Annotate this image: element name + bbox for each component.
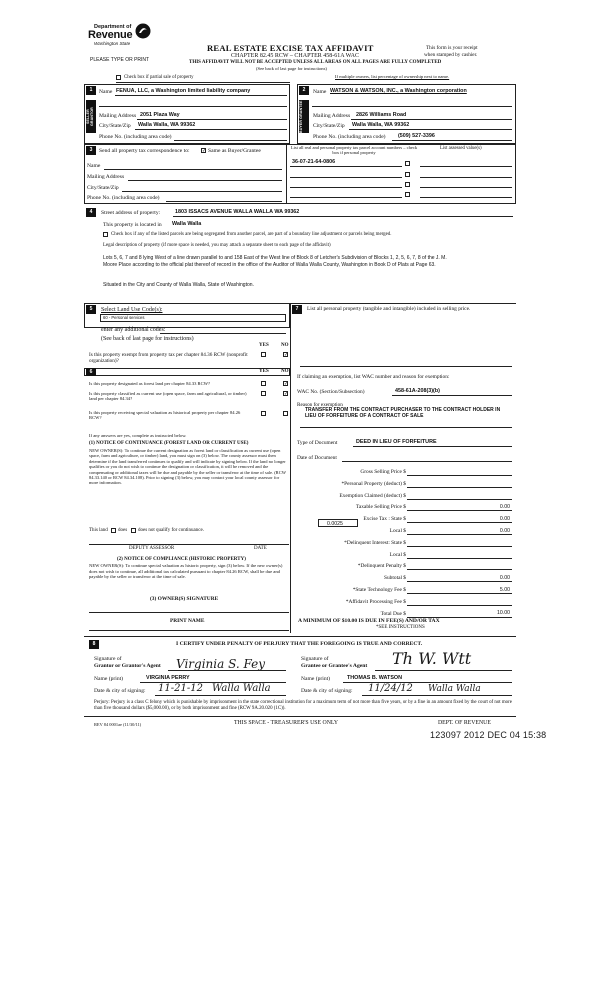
current-use-question: Is this property classified as current use (open space, farm and agricultural, or timber) land per chapter 84.34? bbox=[89, 391, 247, 402]
personal-property-label: List all personal property (tangible and intangible) included in selling price. bbox=[307, 306, 471, 312]
buyer-mailing-label: Mailing Address bbox=[313, 113, 351, 119]
s5-no-header: NO bbox=[281, 343, 289, 348]
forest-no-checkbox[interactable]: ✓ bbox=[284, 381, 289, 387]
doc-type-value[interactable]: DEED IN LIEU OF FORFEITURE bbox=[356, 439, 437, 445]
tax-row-label: *State Technology Fee $ bbox=[352, 587, 406, 593]
current-use-no-checkbox[interactable]: ✓ bbox=[284, 391, 289, 397]
form-chapter: CHAPTER 82.45 RCW – CHAPTER 458-61A WAC bbox=[231, 53, 359, 59]
parcel-3-personal-checkbox[interactable] bbox=[405, 182, 410, 187]
grantee-sig-label-2: Grantee or Grantee's Agent bbox=[301, 663, 368, 669]
seller-mailing-value[interactable]: 2051 Plaza Way bbox=[140, 112, 180, 118]
parcel-4-personal-checkbox[interactable] bbox=[405, 192, 410, 197]
receipt-note-1: This form is your receipt bbox=[426, 45, 478, 51]
notice-1-title: (1) NOTICE OF CONTINUANCE (FOREST LAND OR CURRENT USE) bbox=[89, 441, 249, 446]
historic-no-checkbox[interactable] bbox=[283, 411, 288, 416]
multiple-owners-note: If multiple owners, list percentage of ownership next to name. bbox=[335, 74, 450, 79]
parcel-header: List all real and personal property tax parcel account numbers – check box if personal property bbox=[290, 145, 418, 156]
tax-row-value[interactable]: 0.00 bbox=[499, 503, 510, 510]
street-label: Street address of property: bbox=[101, 210, 161, 216]
forest-yes-checkbox[interactable] bbox=[261, 381, 266, 386]
logo-revenue-text: Revenue bbox=[88, 29, 133, 41]
notice-2-title: (2) NOTICE OF COMPLIANCE (HISTORIC PROPERTY) bbox=[117, 557, 246, 562]
tax-row-value[interactable]: 5.00 bbox=[499, 586, 510, 593]
partial-sale-checkbox[interactable] bbox=[116, 75, 121, 80]
doc-date-label: Date of Document bbox=[297, 455, 337, 461]
dept-of-revenue-footer: DEPT. OF REVENUE bbox=[438, 720, 491, 726]
s6-yes-header: YES bbox=[259, 369, 269, 374]
grantee-name-label: Name (print) bbox=[301, 676, 331, 682]
form-see-back: (See back of last page for instructions) bbox=[256, 66, 327, 71]
form-warning: THIS AFFIDAVIT WILL NOT BE ACCEPTED UNLESS ALL AREAS ON ALL PAGES ARE FULLY COMPLETED bbox=[189, 60, 442, 65]
s5-see-back: (See back of last page for instructions) bbox=[101, 336, 194, 342]
buyer-name-label: Name bbox=[313, 89, 327, 95]
logo-state-text: Washington State bbox=[94, 41, 131, 46]
grantor-name-value[interactable]: VIRGINIA PERRY bbox=[146, 675, 190, 681]
s3-city-label: City/State/Zip bbox=[87, 185, 119, 191]
exempt-no-checkbox[interactable]: ✓ bbox=[284, 352, 289, 358]
print-name-label: PRINT NAME bbox=[170, 618, 205, 624]
tax-row-label: Subtotal $ bbox=[383, 575, 406, 582]
minimum-due-text: A MINIMUM OF $10.00 IS DUE IN FEE(S) AND/OR TAX bbox=[298, 618, 440, 624]
buyer-city-label: City/State/Zip bbox=[313, 123, 345, 129]
grantee-sig-label-1: Signature of bbox=[301, 656, 329, 662]
same-as-buyer-checkbox[interactable]: ✓ bbox=[202, 148, 207, 154]
seller-city-label: City/State/Zip bbox=[99, 123, 131, 129]
section-5-badge: 5 bbox=[86, 305, 96, 314]
section-6-badge: 6 bbox=[86, 368, 96, 376]
does-qualify-checkbox[interactable] bbox=[111, 528, 116, 533]
tax-row-label: *Affidavit Processing Fee $ bbox=[345, 598, 406, 605]
tax-row-value[interactable]: 0.00 bbox=[499, 574, 510, 581]
exempt-yes-checkbox[interactable] bbox=[261, 352, 266, 357]
local-rate-value: 0.0025 bbox=[327, 521, 343, 527]
grantor-city-value[interactable]: Walla Walla bbox=[212, 683, 271, 694]
rev-number: REV 84 0001ae (11/30/11) bbox=[94, 722, 142, 727]
cashier-stamp: 123097 2012 DEC 04 15:38 bbox=[430, 730, 547, 740]
treasurer-use: THIS SPACE - TREASURER'S USE ONLY bbox=[234, 720, 339, 726]
legal-description[interactable]: Lots 5, 6, 7 and 8 lying West of a line drawn parallel to and 158 East of the West line of Block 8 of Letcher's Subdivision of Blocks 1, 2, 5, 6, 7, 8 of the J. M. Moore Place according to the official plat thereof of record in the office of the Auditor of Walla Walla County, Washington in Book D of Plats at Page 63. bbox=[103, 255, 447, 268]
wac-value[interactable]: 458-61A-208(3)(b) bbox=[395, 388, 440, 394]
forest-question: Is this property designated as forest land per chapter 84.33 RCW? bbox=[89, 381, 211, 386]
deputy-date-label: DATE bbox=[254, 546, 267, 551]
tax-row-label: *Delinquent Penalty $ bbox=[357, 563, 406, 570]
s3-phone-label: Phone No. (including area code) bbox=[87, 195, 160, 201]
seller-city-value[interactable]: Walla Walla, WA 99362 bbox=[138, 122, 196, 128]
grantor-date-value[interactable]: 11-21-12 bbox=[158, 683, 203, 694]
seller-mailing-label: Mailing Address bbox=[99, 113, 137, 119]
doc-type-label: Type of Document bbox=[297, 440, 338, 446]
land-use-select[interactable] bbox=[100, 314, 286, 322]
segregated-checkbox[interactable] bbox=[103, 232, 108, 237]
parcel-2-personal-checkbox[interactable] bbox=[405, 172, 410, 177]
grantee-date-label: Date & city of signing: bbox=[301, 688, 353, 694]
see-instructions-text: *SEE INSTRUCTIONS bbox=[376, 625, 425, 630]
land-use-selected: 60 - Personal services bbox=[103, 315, 145, 320]
section-8-badge: 8 bbox=[89, 640, 99, 649]
local-rate-box[interactable] bbox=[318, 519, 358, 527]
section-7-badge: 7 bbox=[292, 305, 302, 314]
street-value[interactable]: 1803 ISSACS AVENUE WALLA WALLA WA 99362 bbox=[175, 209, 300, 215]
section-4-badge: 4 bbox=[86, 208, 96, 217]
s3-name-label: Name bbox=[87, 163, 101, 169]
wac-label: WAC No. (Section/Subsection) bbox=[297, 389, 365, 395]
this-land-label: This land bbox=[89, 528, 108, 533]
does-not-label: does not qualify for continuance. bbox=[138, 528, 204, 533]
tax-row-label: Excise Tax : State $ bbox=[363, 516, 406, 523]
notice-2-body: NEW OWNER(S): To continue special valuation as historic property, sign (3) below. If the new owner(s) does not wish to continue, all additional tax calculated pursuant to chapter 84.26 RCW, shall be due and payable by the seller or transferor at the time of sale. bbox=[89, 563, 283, 579]
segregated-label: Check box if any of the listed parcels are being segregated from another parcel, are part of a boundary line adjustment or parcels being merged. bbox=[111, 232, 392, 237]
historic-question: Is this property receiving special valuation as historical property per chapter 84.26 RCW? bbox=[89, 410, 241, 421]
historic-yes-checkbox[interactable] bbox=[261, 411, 266, 416]
receipt-note-2: when stamped by cashier. bbox=[424, 52, 478, 58]
buyer-city-value[interactable]: Walla Walla, WA 99362 bbox=[352, 122, 410, 128]
owner-signature-label: (3) OWNER(S) SIGNATURE bbox=[150, 596, 219, 602]
reason-label: Reason for exemption bbox=[297, 402, 343, 408]
buyer-phone-label: Phone No. (including area code) bbox=[313, 134, 386, 140]
tax-row-label: *Personal Property (deduct) $ bbox=[341, 480, 406, 487]
s3-mailing-label: Mailing Address bbox=[87, 174, 125, 180]
grantor-sig-label-2: Grantor or Grantor's Agent bbox=[94, 663, 161, 669]
please-type-label: PLEASE TYPE OR PRINT bbox=[90, 57, 150, 63]
grantor-sig-label-1: Signature of bbox=[94, 656, 122, 662]
buyer-side-label: BUYER GRANTEE bbox=[299, 100, 309, 133]
same-as-buyer-label: Same as Buyer/Grantee bbox=[208, 148, 261, 154]
section-2-badge: 2 bbox=[299, 86, 309, 95]
s6-no-header: NO bbox=[281, 369, 289, 374]
tax-row-label: Total Due $ bbox=[380, 610, 406, 617]
tax-row-label: Exemption Claimed (deduct) $ bbox=[339, 492, 406, 499]
notice-1-body: NEW OWNER(S): To continue the current designation as forest land or classification as current use (open space, farm and agriculture, or timber) land, you must sign on (3) below. The county assessor must then determine if the land transferred continues to qualify and will indicate by signing below. If the land no longer qualifies or you do not wish to continue the designation or classification, it will be removed and the compensating or additional taxes will be due and payable by the seller or transferor at the time of sale. (RCW 84.33.140 or RCW 84.34.108). Prior to signing (3) below, you may contact your local county assessor for more information. bbox=[89, 448, 286, 486]
tax-row-label: Local $ bbox=[389, 528, 406, 534]
perjury-text: Perjury: Perjury is a class C felony which is punishable by imprisonment in the state correctional institution for a maximum term of not more than five years, or by a fine in an amount fixed by the court of not more than five thousand dollars ($5,000.00), or by both imprisonment and fine (RCW 9A.20.020 (1C)). bbox=[94, 700, 512, 712]
located-value[interactable]: Walla Walla bbox=[172, 221, 202, 227]
additional-codes-label: enter any additional codes: bbox=[101, 327, 166, 333]
legal-label: Legal description of property (if more space is needed, you may attach a separate sheet to each page of the affidavit) bbox=[103, 243, 331, 248]
tax-row-label: Local $ bbox=[389, 551, 406, 558]
grantor-name-label: Name (print) bbox=[94, 676, 124, 682]
buyer-phone-value[interactable]: (509) 527-3396 bbox=[398, 133, 435, 139]
does-not-qualify-checkbox[interactable] bbox=[131, 528, 136, 533]
tax-row-label: Gross Selling Price $ bbox=[360, 469, 406, 475]
current-use-yes-checkbox[interactable] bbox=[261, 391, 266, 396]
tax-row-value[interactable]: 10.00 bbox=[497, 610, 510, 617]
tax-row-value[interactable]: 0.00 bbox=[499, 515, 510, 522]
does-label: does bbox=[118, 528, 128, 533]
assessed-header: List assessed value(s) bbox=[440, 146, 482, 151]
if-any-yes: If any answers are yes, complete as instructed below. bbox=[89, 433, 187, 438]
seller-name-label: Name bbox=[99, 89, 113, 95]
tax-row-label: *Delinquent Interest: State $ bbox=[344, 539, 406, 546]
logo-dept-text: Department of bbox=[94, 24, 132, 30]
grantee-date-value[interactable]: 11/24/12 bbox=[368, 683, 413, 694]
deputy-assessor-label: DEPUTY ASSESSOR bbox=[129, 546, 175, 551]
land-use-label: Select Land Use Code(s): bbox=[101, 307, 163, 313]
reason-value[interactable]: TRANSFER FROM THE CONTRACT PURCHASER TO THE CONTRACT HOLDER IN LIEU OF FORFEITURE OF A CONTRACT OF SALE bbox=[305, 407, 501, 419]
grantor-date-label: Date & city of signing: bbox=[94, 688, 146, 694]
tax-row-label: Taxable Selling Price $ bbox=[355, 504, 406, 511]
s5-yes-header: YES bbox=[259, 343, 269, 348]
tax-row-value[interactable]: 0.00 bbox=[499, 527, 510, 534]
parcel-1-personal-checkbox[interactable] bbox=[405, 161, 410, 166]
section-1-badge: 1 bbox=[86, 86, 96, 95]
form-title: REAL ESTATE EXCISE TAX AFFIDAVIT bbox=[207, 43, 374, 53]
revenue-logo bbox=[88, 23, 158, 51]
buyer-name-value[interactable]: WATSON & WATSON, INC., a Washington corporation bbox=[330, 88, 467, 94]
seller-name-value[interactable]: FENUA, LLC, a Washington limited liability company bbox=[116, 88, 251, 94]
grantor-signature[interactable]: Virginia S. Fey bbox=[176, 657, 266, 671]
buyer-mailing-value[interactable]: 2826 Williams Road bbox=[356, 112, 407, 118]
exempt-question: Is this property exempt from property tax per chapter 84.36 RCW (nonprofit organization)? bbox=[89, 352, 248, 365]
seller-side-label: SELLER GRANTOR bbox=[86, 100, 96, 133]
exemption-label: If claiming an exemption, list WAC number and reason for exemption: bbox=[297, 374, 450, 380]
send-correspondence-label: Send all property tax correspondence to: bbox=[99, 148, 190, 154]
partial-sale-label: Check box if partial sale of property bbox=[124, 75, 194, 80]
parcel-1-value[interactable]: 36-07-21-64-0806 bbox=[292, 159, 336, 165]
certify-text: I CERTIFY UNDER PENALTY OF PERJURY THAT THE FOREGOING IS TRUE AND CORRECT. bbox=[176, 641, 423, 647]
grantee-name-value[interactable]: THOMAS B. WATSON bbox=[347, 675, 403, 681]
revenue-logo-swirl-icon bbox=[135, 23, 151, 39]
section-3-badge: 3 bbox=[86, 146, 96, 155]
situated-text: Situated in the City and County of Walla Walla, State of Washington. bbox=[103, 282, 254, 288]
section-7-box bbox=[290, 303, 516, 633]
grantee-signature[interactable]: Th W. Wtt bbox=[392, 649, 472, 668]
seller-phone-label: Phone No. (including area code) bbox=[99, 134, 172, 140]
located-label: This property is located in bbox=[103, 222, 162, 228]
grantee-city-value[interactable]: Walla Walla bbox=[428, 684, 481, 694]
